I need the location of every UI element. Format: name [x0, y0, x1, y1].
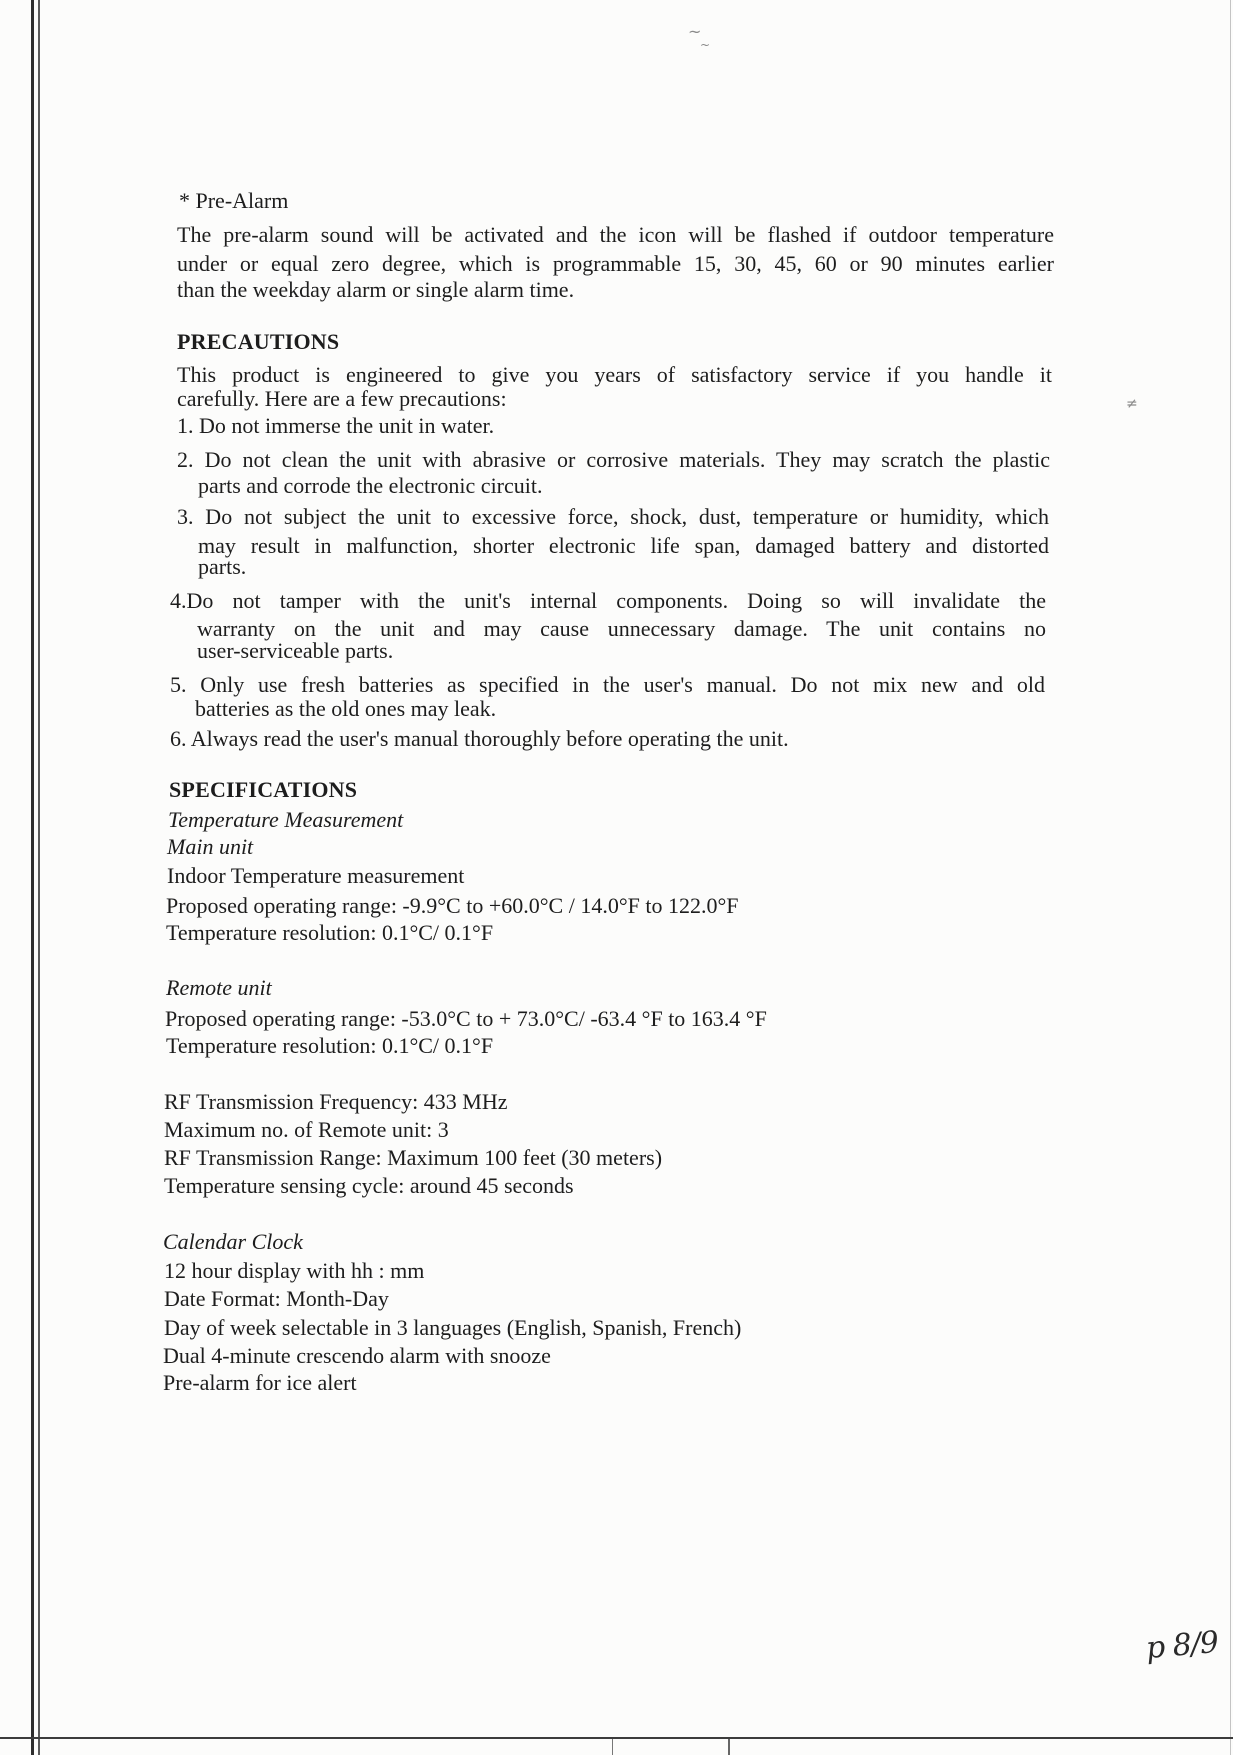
- precaution-item: [170, 672, 1045, 698]
- precautions-heading-text: PRECAUTIONS: [177, 329, 340, 354]
- prealarm-heading: [179, 188, 288, 214]
- spec-line-text: Day of week selectable in 3 languages (English, Spanish, French): [164, 1315, 742, 1340]
- spec-line-text: Temperature resolution: 0.1°C/ 0.1°F: [166, 1033, 494, 1058]
- precaution-item-text: 1. Do not immerse the unit in water.: [177, 413, 495, 438]
- spec-line: [167, 863, 464, 889]
- precaution-item-text: 2. Do not clean the unit with abrasive or corrosive materials. They may scratch the plastic: [177, 447, 1050, 472]
- precautions-intro-line: [177, 386, 507, 412]
- spec-line-text: Indoor Temperature measurement: [167, 863, 465, 888]
- prealarm-line: [177, 251, 1054, 277]
- prealarm-line-text: than the weekday alarm or single alarm time.: [177, 277, 575, 302]
- precaution-item-text: 6. Always read the user's manual thoroughly before operating the unit.: [170, 726, 789, 751]
- clock-spec-line: [164, 1286, 389, 1312]
- precaution-item-text: batteries as the old ones may leak.: [195, 696, 497, 721]
- precaution-item-text: parts.: [198, 554, 247, 579]
- precaution-item-text: user-serviceable parts.: [197, 638, 394, 663]
- clock-spec-line: [164, 1315, 741, 1341]
- rf-spec-line: [164, 1089, 507, 1115]
- prealarm-line-text: under or equal zero degree, which is programmable 15, 30, 45, 60 or 90 minutes earlier: [177, 251, 1054, 276]
- main-unit-title: [167, 834, 253, 860]
- spec-line-text: Temperature sensing cycle: around 45 seconds: [164, 1173, 574, 1198]
- scan-speck: ~: [688, 22, 702, 41]
- clock-spec-line: [163, 1343, 551, 1369]
- prealarm-line-text: The pre-alarm sound will be activated and the icon will be flashed if outdoor temperature: [177, 222, 1054, 247]
- right-border: [1230, 0, 1231, 1755]
- bottom-tick: [612, 1739, 613, 1755]
- precautions-intro-line: [177, 362, 1052, 388]
- precaution-item-text: 4.Do not tamper with the unit's internal components. Doing so will invalidate the: [170, 588, 1046, 613]
- subheading-text: Temperature Measurement: [168, 807, 404, 832]
- spec-line-text: Temperature resolution: 0.1°C/ 0.1°F: [166, 920, 494, 945]
- specifications-heading-text: SPECIFICATIONS: [169, 777, 358, 802]
- spec-line-text: 12 hour display with hh : mm: [164, 1258, 425, 1283]
- spec-line: [166, 1033, 493, 1059]
- clock-spec-line: [164, 1258, 424, 1284]
- scan-speck: ~: [700, 38, 711, 52]
- prealarm-line: [177, 277, 574, 303]
- prealarm-heading-text: * Pre-Alarm: [179, 188, 289, 213]
- rf-spec-line: [164, 1117, 449, 1143]
- precaution-item-continued: [198, 473, 543, 499]
- bottom-border: [0, 1737, 1233, 1739]
- rf-spec-line: [164, 1145, 662, 1171]
- rf-spec-line: [164, 1173, 574, 1199]
- spec-line: [165, 1006, 767, 1032]
- temperature-measurement-title: [168, 807, 403, 833]
- scan-speck: ≠: [1126, 396, 1138, 412]
- precautions-intro-text: This product is engineered to give you years of satisfactory service if you handle it: [177, 362, 1052, 387]
- left-border-outer: [31, 0, 34, 1755]
- precaution-item-text: parts and corrode the electronic circuit.: [198, 473, 543, 498]
- subheading-text: Main unit: [167, 834, 254, 859]
- precaution-item-continued: [195, 696, 496, 722]
- spec-line: [166, 920, 493, 946]
- spec-line-text: Date Format: Month-Day: [164, 1286, 389, 1311]
- spec-line: [166, 893, 739, 919]
- bottom-tick: [728, 1739, 730, 1755]
- handwritten-page-number: p 8/9: [1144, 1624, 1220, 1667]
- spec-line-text: Pre-alarm for ice alert: [163, 1370, 357, 1395]
- spec-line-text: RF Transmission Frequency: 433 MHz: [164, 1089, 508, 1114]
- precaution-item: [170, 588, 1046, 614]
- precautions-intro-text: carefully. Here are a few precautions:: [177, 386, 507, 411]
- precaution-item-text: warranty on the unit and may cause unnecessary damage. The unit contains no: [197, 616, 1046, 641]
- subheading-text: Calendar Clock: [163, 1229, 303, 1254]
- spec-line-text: Proposed operating range: -9.9°C to +60.0°C / 14.0°F to 122.0°F: [166, 893, 739, 918]
- precautions-heading: [177, 329, 339, 355]
- precaution-item: [177, 504, 1049, 530]
- precaution-item: [177, 447, 1050, 473]
- precaution-item-continued: [198, 554, 246, 580]
- precaution-item: [170, 726, 789, 752]
- spec-line-text: Proposed operating range: -53.0°C to + 73.0°C/ -63.4 °F to 163.4 °F: [165, 1006, 767, 1031]
- precaution-item: [177, 413, 494, 439]
- specifications-heading: [169, 777, 357, 803]
- clock-spec-line: [163, 1370, 357, 1396]
- precaution-item-text: may result in malfunction, shorter electronic life span, damaged battery and distorted: [198, 533, 1049, 558]
- subheading-text: Remote unit: [166, 975, 272, 1000]
- left-border-inner: [38, 0, 40, 1755]
- precaution-item-continued: [197, 638, 393, 664]
- spec-line-text: Dual 4-minute crescendo alarm with snooze: [163, 1343, 551, 1368]
- spec-line-text: Maximum no. of Remote unit: 3: [164, 1117, 449, 1142]
- calendar-clock-title: [163, 1229, 303, 1255]
- prealarm-line: [177, 222, 1054, 248]
- spec-line-text: RF Transmission Range: Maximum 100 feet (30 meters): [164, 1145, 663, 1170]
- precaution-item-continued: [198, 533, 1049, 559]
- remote-unit-title: [166, 975, 272, 1001]
- precaution-item-text: 5. Only use fresh batteries as specified in the user's manual. Do not mix new and old: [170, 672, 1045, 697]
- precaution-item-text: 3. Do not subject the unit to excessive force, shock, dust, temperature or humidity, which: [177, 504, 1049, 529]
